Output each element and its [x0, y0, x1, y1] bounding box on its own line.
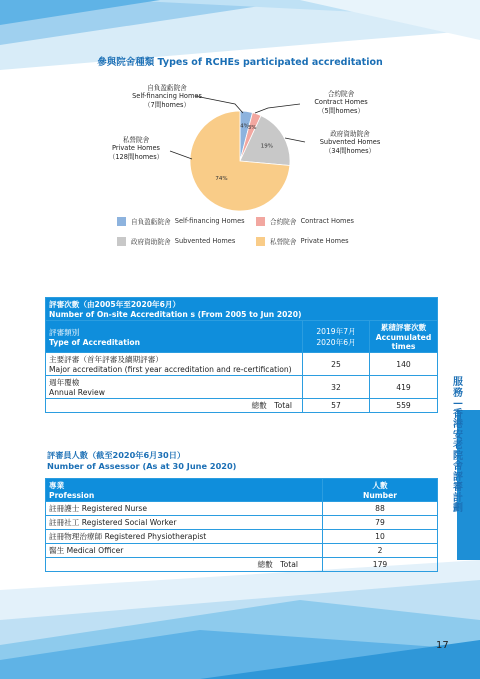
table-row: [46, 353, 438, 376]
table-row: [46, 544, 438, 558]
table-row: [46, 376, 438, 399]
row-value: 10: [323, 530, 438, 544]
header-number: [323, 479, 438, 502]
assessor-title-en: Number of Assessor (As at 30 June 2020): [47, 461, 237, 471]
legend-item-contract: [256, 216, 354, 226]
leader-line-private: [170, 151, 192, 159]
pie-percent-label: 19%: [260, 143, 273, 150]
legend-swatch: [117, 237, 126, 246]
table-title-en: Number of On-site Accreditation s (From 2005 to Jun 2020): [49, 310, 302, 319]
row-label-en: Annual Review: [49, 388, 105, 397]
header-type: [46, 321, 303, 353]
row-label: 醫生 Medical Officer: [46, 544, 323, 558]
table-row: [46, 530, 438, 544]
pie-percent-label: 74%: [215, 175, 228, 182]
row-label-en: Major accreditation (first year accreditation and re-certification): [49, 365, 292, 374]
header-number-zh: 人數: [372, 481, 388, 490]
header-profession-zh: 專業: [49, 481, 65, 490]
accreditation-table: [45, 297, 438, 413]
callout-subvented: [305, 130, 395, 155]
callout-count: （7間homes）: [143, 100, 191, 109]
callout-count: （5間homes）: [317, 106, 365, 115]
callout-count: （128間homes）: [108, 152, 164, 161]
legend-zh: 政府資助院舍: [131, 238, 171, 246]
row-value: 79: [323, 516, 438, 530]
table-row: [46, 516, 438, 530]
page-number: 17: [436, 640, 449, 651]
legend-item-private: [256, 236, 349, 246]
callout-zh: 私營院舍: [122, 136, 150, 144]
header-period: 2019年7月 2020年6月: [303, 321, 370, 353]
legend-item-subvented: [117, 236, 235, 246]
header-type-zh: 評審類別: [49, 327, 80, 337]
legend-en: Contract Homes: [300, 217, 354, 225]
leader-line-contract: [255, 104, 300, 113]
table-title: [46, 298, 438, 321]
total-accumulated: 559: [370, 399, 438, 413]
callout-en: Subvented Homes: [319, 138, 381, 147]
bottom-wave-decoration: [0, 560, 480, 679]
callout-zh: 合約院舍: [327, 90, 355, 98]
callout-zh: 自負盈虧院舍: [147, 84, 187, 92]
assessor-title-zh: 評審員人數（截至2020年6月30日）: [47, 450, 186, 460]
legend-en: Private Homes: [300, 237, 349, 245]
row-value: 2: [323, 544, 438, 558]
header-accumulated: 累積評審次數 Accumulated times: [370, 321, 438, 353]
callout-en: Contract Homes: [314, 98, 368, 107]
assessor-section-title: [47, 450, 236, 472]
total-label: 總數 Total: [46, 399, 303, 413]
callout-count: （34間homes）: [324, 146, 376, 155]
table-row: [46, 502, 438, 516]
header-number-en: Number: [362, 491, 397, 500]
header-profession: [46, 479, 323, 502]
table-title-zh: 評審次數（由2005年至2020年6月）: [49, 300, 181, 309]
row-label: 註冊物理治療師 Registered Physiotherapist: [46, 530, 323, 544]
legend-swatch: [117, 217, 126, 226]
callout-private: [100, 136, 172, 161]
row-label: [46, 376, 303, 399]
legend-zh: 自負盈虧院舍: [131, 218, 171, 226]
legend-item-self-financing: [117, 216, 245, 226]
pie-percent-label: 3%: [247, 125, 257, 132]
legend-en: Subvented Homes: [174, 237, 236, 245]
total-label: 總數 Total: [46, 558, 323, 572]
header-profession-en: Profession: [49, 491, 95, 500]
row-value: 88: [323, 502, 438, 516]
assessor-table: [45, 478, 438, 572]
callout-en: Private Homes: [112, 144, 160, 153]
side-section-label: 服 務 — 香 港 安 老 院 舍 評 審 計 劃: [453, 377, 463, 514]
row-value-accumulated: 419: [370, 376, 438, 399]
callout-contract: [300, 90, 382, 115]
legend-zh: 合約院舍: [270, 218, 297, 226]
row-label-zh: 主要評審（首年評審及續期評審）: [49, 355, 163, 364]
row-value-period: 32: [303, 376, 370, 399]
legend-en: Self-financing Homes: [174, 217, 245, 225]
legend-swatch: [256, 237, 265, 246]
row-label-zh: 週年覆檢: [49, 378, 80, 387]
chart-title: 參與院舍種類 Types of RCHEs participated accreditation: [97, 57, 383, 68]
header-type-en: Type of Accreditation: [49, 337, 141, 347]
row-value-period: 25: [303, 353, 370, 376]
callout-en: Self-financing Homes: [132, 92, 202, 101]
row-label: 註冊社工 Registered Social Worker: [46, 516, 323, 530]
total-value: 179: [323, 558, 438, 572]
leader-line-subvented: [285, 138, 305, 142]
total-row: [46, 558, 438, 572]
callout-zh: 政府資助院舍: [330, 130, 370, 138]
row-value-accumulated: 140: [370, 353, 438, 376]
callout-self-financing: [122, 84, 212, 109]
pie-chart: [0, 0, 480, 290]
pie-percent-label: 4%: [240, 123, 249, 130]
row-label: [46, 353, 303, 376]
legend-zh: 私營院舍: [270, 238, 297, 246]
legend-swatch: [256, 217, 265, 226]
total-row: [46, 399, 438, 413]
total-period: 57: [303, 399, 370, 413]
row-label: 註冊護士 Registered Nurse: [46, 502, 323, 516]
